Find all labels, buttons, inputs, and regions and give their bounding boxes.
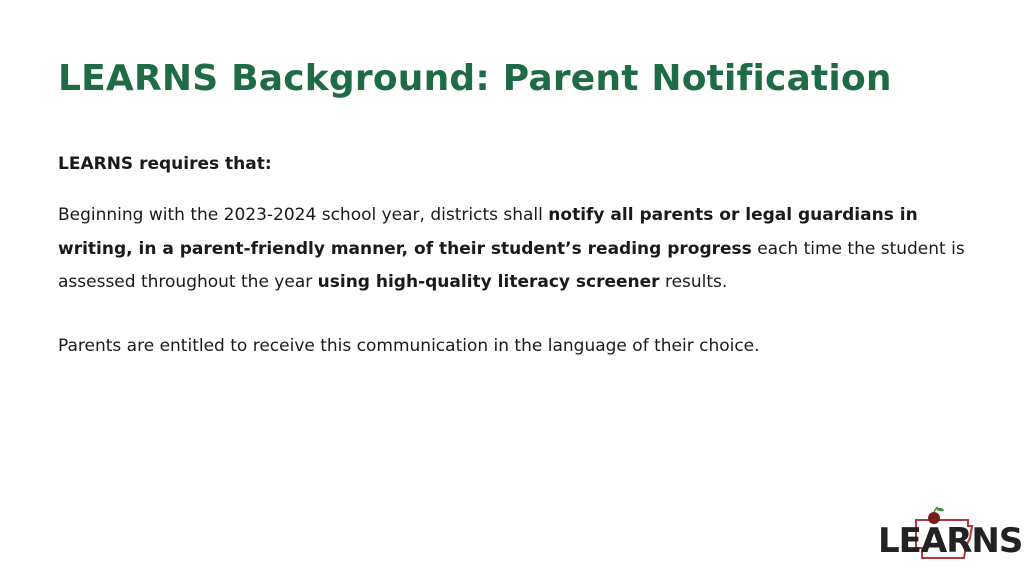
requirement-paragraph <box>58 199 988 300</box>
paragraph-bold-2: using high-quality literacy screener <box>317 272 660 292</box>
paragraph-text-3: results. <box>659 272 728 292</box>
language-note: Parents are entitled to receive this communication in the language of their choice. <box>58 336 760 356</box>
intro-heading: LEARNS requires that: <box>58 154 272 174</box>
learns-logo <box>876 504 1023 564</box>
paragraph-text-1: Beginning with the 2023-2024 school year, districts shall <box>58 205 549 225</box>
paragraph-text-2: each time the student is assessed throughout the year <box>58 238 965 292</box>
logo-wordmark: LEARNS <box>878 521 1023 561</box>
paragraph-bold-1: notify all parents or legal guardians in writing, in a parent-friendly manner, of their student’s reading progress <box>58 205 918 259</box>
slide-title: LEARNS Background: Parent Notification <box>58 58 892 99</box>
